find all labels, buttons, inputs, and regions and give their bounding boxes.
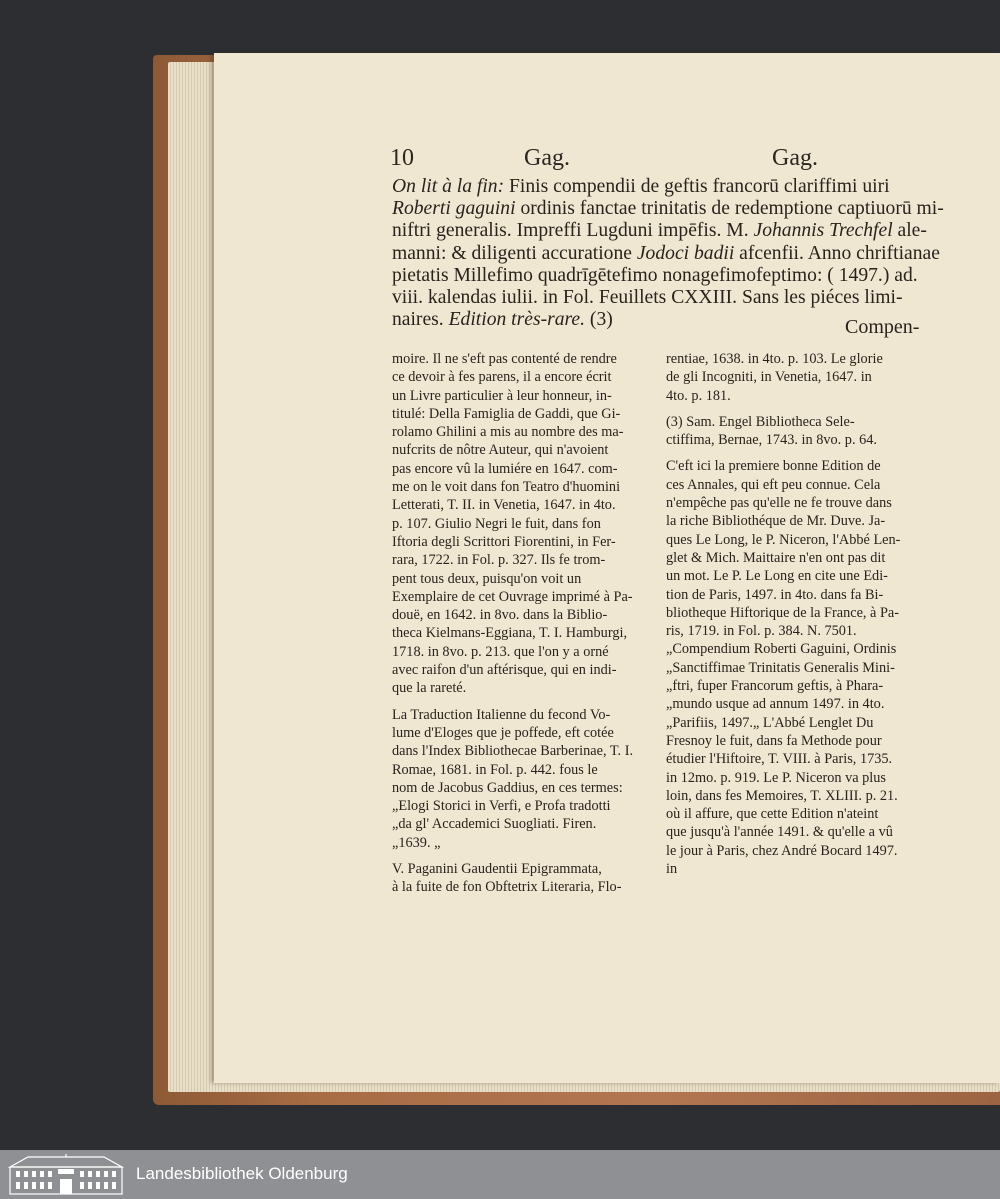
text-line: où il affure, que cette Edition n'ateint [666, 806, 879, 823]
text-line: Fresnoy le fuit, dans fa Methode pour [666, 732, 882, 749]
text-line: „da gl' Accademici Suogliati. Firen. [392, 816, 597, 833]
italic-run: Johannis Trechfel [753, 220, 893, 242]
entry-line [392, 265, 920, 287]
text-line: pent tous deux, puisqu'on voit un [392, 570, 582, 587]
text-line: douë, en 1642. in 8vo. dans la Biblio- [392, 607, 608, 624]
text-line: ces Annales, qui eft peu connue. Cela [666, 476, 881, 493]
text-line: „Elogi Storici in Verfi, e Profa tradotti [392, 798, 611, 815]
text-line: ris, 1719. in Fol. p. 384. N. 7501. [666, 623, 857, 640]
page-number: 10 [390, 145, 414, 171]
text-line: 4to. p. 181. [666, 387, 731, 404]
text-run: manni: & diligenti accuratione [392, 242, 637, 264]
running-head-right: Gag. [772, 145, 818, 171]
text-line: in [666, 861, 678, 878]
entry-paragraph [392, 176, 944, 331]
footnote-column-left [392, 350, 654, 897]
library-building-logo [8, 1153, 124, 1196]
text-run: (3) [585, 309, 613, 331]
footnote-column-right [666, 350, 922, 878]
text-line: p. 107. Giulio Negri le fuit, dans fon [392, 515, 601, 532]
text-line: 1718. in 8vo. p. 213. que l'on y a orné [392, 643, 609, 660]
entry-line [392, 220, 927, 242]
text-line: que la rareté. [392, 680, 467, 697]
text-line: (3) Sam. Engel Bibliotheca Sele- [666, 413, 855, 430]
text-line: „mundo usque ad annum 1497. in 4to. [666, 696, 885, 713]
text-run: ordinis fanctae trinitatis de redemptione captiuorū mi- [515, 198, 944, 220]
text-line: rentiae, 1638. in 4to. p. 103. Le glorie [666, 351, 883, 367]
library-name: Landesbibliothek Oldenburg [136, 1164, 348, 1183]
text-line: nufcrits de nôtre Auteur, qui n'avoient [392, 442, 609, 459]
text-line: nom de Jacobus Gaddius, en ces termes: [392, 779, 623, 796]
text-line: de gli Incogniti, in Venetia, 1647. in [666, 369, 872, 386]
entry-line [392, 287, 920, 309]
text-line: ctiffima, Bernae, 1743. in 8vo. p. 64. [666, 432, 877, 449]
entry-line [392, 176, 920, 198]
text-line: n'empêche pas qu'elle ne fe trouve dans [666, 495, 892, 512]
text-line: un mot. Le P. Le Long en cite une Edi- [666, 568, 888, 585]
text-line: le jour à Paris, chez André Bocard 1497. [666, 842, 898, 859]
text-line: „1639. „ [392, 834, 441, 851]
text-line: que jusqu'à l'année 1491. & qu'elle a vû [666, 824, 893, 841]
italic-run: Edition très-rare. [448, 309, 586, 331]
text-line: „ftri, fuper Francorum geftis, à Phara- [666, 678, 884, 695]
text-line: glet & Mich. Maittaire n'en ont pas dit [666, 549, 886, 566]
text-line: C'eft ici la premiere bonne Edition de [666, 458, 881, 475]
entry-line [392, 309, 920, 331]
text-run: viii. kalendas iulii. in Fol. Feuillets CXXIII. Sans les piéces limi- [392, 287, 903, 309]
text-run: afcenfii. Anno chriftianae [734, 242, 940, 264]
text-run: niftri generalis. Impreffi Lugduni impēfis. M. [392, 220, 754, 242]
text-run: naires. [392, 309, 449, 331]
text-line: ques Le Long, le P. Niceron, l'Abbé Len- [666, 531, 901, 548]
italic-run: Roberti gaguini [392, 198, 516, 220]
text-line: à la fuite de fon Obftetrix Literaria, Flo- [392, 879, 622, 896]
text-line: V. Paganini Gaudentii Epigrammata, [392, 861, 602, 878]
text-line: tion de Paris, 1497. in 4to. dans fa Bi- [666, 586, 884, 603]
text-line: un Livre particulier à leur honneur, in- [392, 387, 612, 404]
catchword: Compen- [845, 316, 920, 338]
italic-run: Jodoci badii [636, 242, 735, 264]
text-run: Finis compendii de geftis francorū clariffimi uiri [509, 176, 890, 197]
text-line: moire. Il ne s'eft pas contenté de rendre [392, 351, 617, 367]
text-line: La Traduction Italienne du fecond Vo- [392, 706, 611, 723]
text-line: Romae, 1681. in Fol. p. 442. fous le [392, 761, 598, 778]
text-line: bliotheque Hiftorique de la France, à Pa- [666, 604, 900, 621]
text-line: dans l'Index Bibliothecae Barberinae, T. I. [392, 743, 634, 760]
text-line: loin, dans fes Memoires, T. XLIII. p. 21. [666, 787, 898, 804]
text-line: in 12mo. p. 919. Le P. Niceron va plus [666, 769, 886, 786]
text-line: Exemplaire de cet Ouvrage imprimé à Pa- [392, 588, 633, 605]
text-line: „Compendium Roberti Gaguini, Ordinis [666, 641, 897, 658]
italic-run: On lit à la fin: [392, 176, 510, 197]
library-footer [0, 1150, 1000, 1199]
text-line: avec raifon d'un aftérisque, qui en indi- [392, 662, 617, 679]
text-run: ale- [892, 220, 927, 242]
text-run: pietatis Millefimo quadrīgētefimo nonagefimofeptimo: ( 1497.) ad. [392, 264, 918, 286]
text-line: titulé: Della Famiglia de Gaddi, que Gi- [392, 405, 621, 422]
text-line: lume d'Eloges que je poffede, eft cotée [392, 724, 614, 741]
text-line: pas encore vû la lumiére en 1647. com- [392, 460, 618, 477]
text-line: Letterati, T. II. in Venetia, 1647. in 4to. [392, 497, 616, 514]
text-line: ce devoir à fes parens, il a encore écrit [392, 369, 612, 386]
entry-line [392, 242, 940, 265]
text-line: rara, 1722. in Fol. p. 327. Ils fe trom- [392, 552, 606, 569]
text-line: rolamo Ghilini a mis au nombre des ma- [392, 424, 624, 441]
text-line: la riche Bibliothéque de Mr. Duve. Ja- [666, 513, 886, 530]
text-line: theca Kielmans-Eggiana, T. I. Hamburgi, [392, 625, 628, 642]
text-line: „Sanctiffimae Trinitatis Generalis Mini- [666, 659, 895, 676]
running-head-left: Gag. [524, 145, 570, 171]
text-line: „Parifiis, 1497.„ L'Abbé Lenglet Du [666, 714, 874, 731]
text-line: me on le voit dans fon Teatro d'huomini [392, 479, 621, 496]
text-line: Iftoria degli Scrittori Fiorentini, in Fer- [392, 533, 616, 550]
text-line: étudier l'Hiftoire, T. VIII. à Paris, 1735. [666, 751, 893, 768]
entry-line [392, 198, 944, 220]
